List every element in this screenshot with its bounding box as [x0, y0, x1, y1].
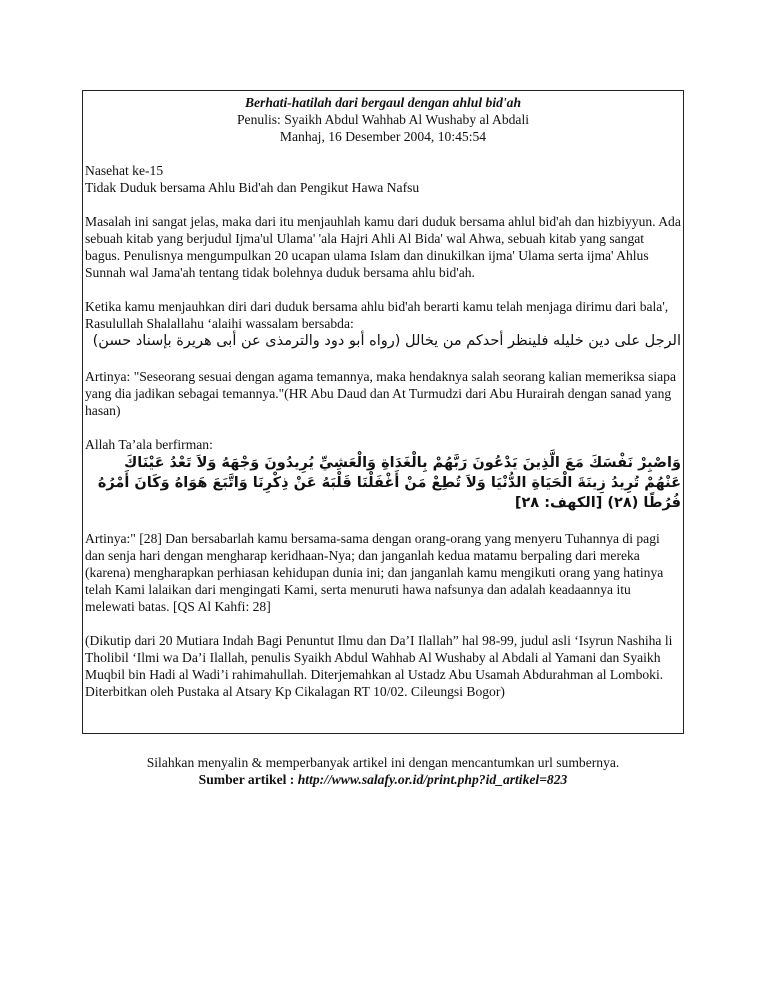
paragraph-intro: Masalah ini sangat jelas, maka dari itu menjauhlah kamu dari duduk bersama ahlul bid'ah dan hizbiyyun. Ada sebuah kitab yang berjudul Ijma'ul Ulama' 'ala Hajri Ahli Al Bida' wal Ahwa, sebuah kitab yang sangat bagus. Penulisnya mengumpulkan 20 ucapan ulama Islam dan dinukilkan ijma' Ulama serta ijma' Ahlus Sunnah wal Jama'ah tentang tidak bolehnya duduk bersama ahlu bid'ah.: [85, 214, 681, 280]
hadith-intro: Ketika kamu menjauhkan diri dari duduk bersama ahlu bid'ah berarti kamu telah menjaga dirimu dari bala', Rasulullah Shalallahu ‘alaihi wassalam bersabda:: [85, 299, 669, 331]
article-title: Berhati-hatilah dari bergaul dengan ahlul bid'ah: [244, 95, 522, 110]
paragraph-hadith: [85, 298, 681, 351]
article-author: Penulis: Syaikh Abdul Wahhab Al Wushaby al Abdali: [237, 112, 529, 127]
copy-notice: Silahkan menyalin & memperbanyak artikel ini dengan mencantumkan url sumbernya.: [146, 755, 620, 770]
paragraph-quran-translation: Artinya:" [28] Dan bersabarlah kamu bersama-sama dengan orang-orang yang menyeru Tuhannya di pagi dan senja hari dengan mengharap keridhaan-Nya; dan janganlah kedua matamu berpaling dari mereka (karena) mengharapkan perhiasan kehidupan dunia ini; dan janganlah kamu mengikuti orang yang hatinya telah Kami lalaikan dari mengingati Kami, serta menuruti hawa nafsunya dan adalah keadaannya itu melewati batas. [QS Al Kahfi: 28]: [85, 531, 664, 614]
source-url: http://www.salafy.or.id/print.php?id_artikel=823: [297, 772, 568, 787]
article-header: [85, 94, 681, 145]
article-box: [82, 90, 684, 734]
source-line: [82, 771, 684, 788]
section-heading: [85, 162, 681, 196]
page-footer: [82, 754, 684, 788]
paragraph-hadith-translation: Artinya: "Seseorang sesuai dengan agama temannya, maka hendaknya salah seorang kalian memeriksa siapa yang dia jadikan sebagai temannya."(HR Abu Daud dan At Turmudzi dari Abu Hurairah dengan sanad yang hasan): [85, 369, 676, 418]
heading-title: Tidak Duduk bersama Ahlu Bid'ah dan Pengikut Hawa Nafsu: [85, 180, 420, 195]
hadith-arabic: الرجل على دين خليله فلينظر أحدكم من يخالل (رواه أبو دود والترمذى عن أبى هريرة بإسناد حسن): [92, 333, 681, 349]
quran-arabic: وَاصْبِرْ نَفْسَكَ مَعَ الَّذِينَ يَدْعُونَ رَبَّهُمْ بِالْغَدَاةِ وَالْعَشِيِّ يُرِيدُونَ وَجْهَهُ وَلاَ تَعْدُ عَيْنَاكَ عَنْهُمْ تُرِيدُ زِينَةَ الْحَيَاةِ الدُّنْيَا وَلاَ تُطِعْ مَنْ أَغْفَلْنَا قَلْبَهُ عَنْ ذِكْرِنَا وَاتَّبَعَ هَوَاهُ وَكَانَ أَمْرُهُ فُرُطًا (٢٨) [الكهف: ٢٨]: [97, 455, 681, 511]
quran-intro: Allah Ta’ala berfirman:: [85, 437, 213, 452]
heading-number: Nasehat ke-15: [85, 163, 164, 178]
paragraph-quran: [85, 436, 681, 513]
source-label: Sumber artikel :: [198, 772, 298, 787]
paragraph-citation: (Dikutip dari 20 Mutiara Indah Bagi Penuntut Ilmu dan Da’I Ilallah” hal 98-99, judul asli ‘Isyrun Nashiha li Tholibil ‘Ilmi wa Da’i Ilallah, penulis Syaikh Abdul Wahhab Al Wushaby al Abdali al Yamani dan Syaikh Muqbil bin Hadi al Wadi’i rahimahullah. Diterjemahkan al Ustadz Abu Usamah Abdurahman al Lomboki. Diterbitkan oleh Pustaka al Atsary Kp Cikalagan RT 10/02. Cileungsi Bogor): [85, 633, 673, 699]
article-meta: Manhaj, 16 Desember 2004, 10:45:54: [279, 129, 487, 144]
